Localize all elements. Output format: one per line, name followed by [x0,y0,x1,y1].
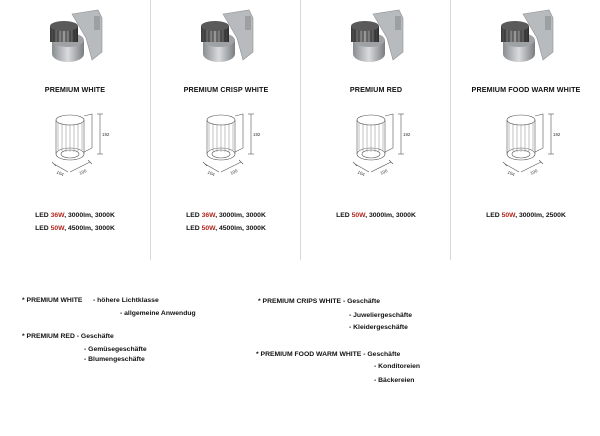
spotlight-image [193,8,259,80]
note-crisp-line1: - Juweliergeschäfte [349,312,413,319]
product-name: PREMIUM CRISP WHITE [183,85,269,94]
spec-prefix: LED [336,212,352,219]
spec-watt: 50W [201,225,216,232]
spec-suffix: , 4500lm, 3000K [215,225,266,232]
spec-suffix: , 3000lm, 2500K [515,212,566,219]
note-crisp-title: * PREMIUM CRIPS WHITE - Geschäfte [258,298,380,305]
dimension-depth: 100 [529,168,539,176]
dimension-height: 192 [102,132,110,137]
note-white-line2: - allgemeine Anwendug [120,310,196,317]
spec-watt: 36W [50,212,65,219]
spec-watt: 50W [501,212,516,219]
spec-suffix: , 4500lm, 3000K [64,225,115,232]
spec-watt: 50W [351,212,366,219]
dimension-drawing [40,108,116,186]
dimension-width: 104 [55,169,65,178]
spec-suffix: , 3000lm, 3000K [64,212,115,219]
dimension-height: 192 [553,132,561,137]
dimension-drawing [191,108,267,186]
spec-prefix: LED [35,225,51,232]
spec-prefix: LED [186,212,202,219]
spec-line [451,212,600,219]
dimension-width: 104 [506,169,516,178]
dimension-height: 192 [253,132,261,137]
product-column [0,0,150,260]
spotlight-image [343,8,409,80]
spec-line [0,212,150,219]
spec-watt: 50W [50,225,65,232]
dimension-width: 104 [206,169,216,178]
product-column [450,0,600,260]
spec-watt: 36W [201,212,216,219]
spec-line [301,212,451,219]
spec-prefix: LED [486,212,502,219]
spec-suffix: , 3000lm, 3000K [365,212,416,219]
product-column [150,0,301,260]
dimension-depth: 100 [78,168,88,176]
note-red-line2: - Blumengeschäfte [84,356,145,363]
product-name: PREMIUM WHITE [44,85,106,94]
spec-prefix: LED [35,212,51,219]
spec-suffix: , 3000lm, 3000K [215,212,266,219]
dimension-height: 192 [403,132,411,137]
note-red-line1: - Gemüsegeschäfte [84,346,147,353]
spotlight-image [493,8,559,80]
spec-line [0,225,150,232]
spec-line [151,225,301,232]
note-red-title: * PREMIUM RED - Geschäfte [22,333,114,340]
note-crisp-line2: - Kleidergeschäfte [349,324,408,331]
dimension-drawing [341,108,417,186]
dimension-depth: 100 [379,168,389,176]
spotlight-image [42,8,108,80]
note-food-line2: - Bäckereien [374,377,415,384]
spec-prefix: LED [186,225,202,232]
product-name: PREMIUM FOOD WARM WHITE [471,85,581,94]
product-column [300,0,451,260]
dimension-width: 104 [356,169,366,178]
note-white-title: * PREMIUM WHITE [22,297,83,304]
dimension-depth: 100 [229,168,239,176]
spec-line [151,212,301,219]
note-food-line1: - Konditoreien [374,363,421,370]
note-white-line1: - höhere Lichtklasse [93,297,159,304]
product-name: PREMIUM RED [349,85,403,94]
note-food-title: * PREMIUM FOOD WARM WHITE - Geschäfte [256,351,401,358]
dimension-drawing [491,108,567,186]
